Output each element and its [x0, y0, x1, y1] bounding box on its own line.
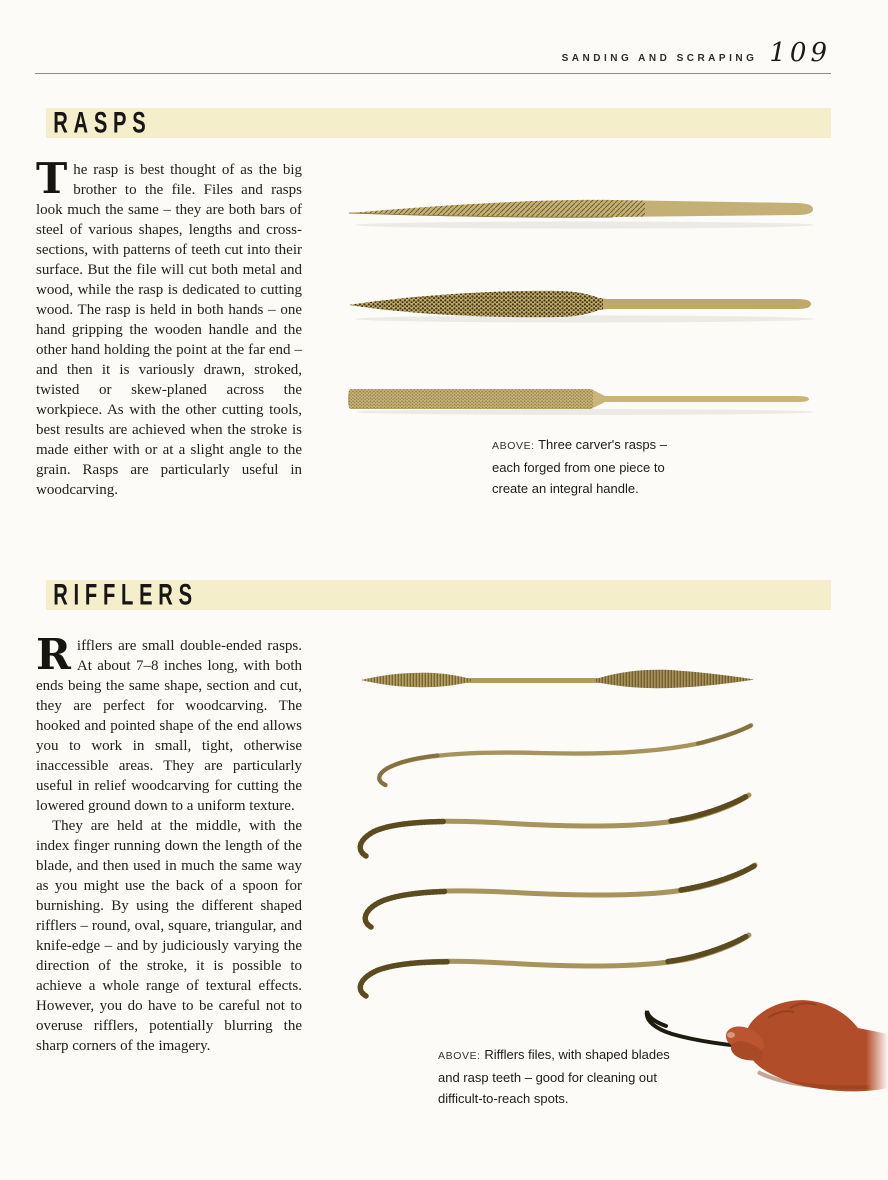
rasps-title-bar — [46, 108, 831, 138]
rasps-paragraph: he rasp is best thought of as the big brother to the file. Files and rasps look much the same – they are both bars of steel of various shapes, lengths and cross-sections, with patterns of teeth cut into their surface. But the file will cut both metal and wood, while the rasp is dedicated to cutting wood. The rasp is held in both hands – one hand gripping the wooden handle and the other hand holding the point at the far end – and then it is variously drawn, stroked, twisted or skew-planed across the workpiece. As with the other cutting tools, best results are achieved when the stroke is made either with or at a slight angle to the grain. Rasps are particularly useful in woodcarving. — [36, 162, 302, 498]
page-header — [562, 38, 831, 68]
rifflers-title-bar — [46, 580, 831, 610]
rasps-body-text — [36, 154, 302, 500]
rifflers-caption-label: ABOVE: — [438, 1050, 481, 1062]
curved-riffler-3-image — [358, 862, 760, 934]
page-number: 109 — [769, 38, 831, 68]
header-rule — [35, 73, 831, 74]
rifflers-caption-text: Rifflers files, with shaped blades and rasp teeth – good for cleaning out difficult-to-reach spots. — [438, 1047, 670, 1106]
rifflers-caption — [438, 1044, 686, 1109]
tapered-carvers-rasp-image — [345, 188, 831, 232]
rifflers-dropcap: R — [36, 630, 71, 679]
rifflers-title: RIFFLERS — [53, 578, 198, 611]
half-round-carvers-rasp-image — [345, 283, 831, 325]
flat-carvers-rasp-image — [345, 381, 831, 417]
rifflers-body-text — [36, 630, 302, 1056]
rasps-caption — [492, 434, 692, 499]
rasps-dropcap: T — [36, 154, 68, 203]
rasps-caption-label: ABOVE: — [492, 440, 535, 452]
rifflers-paragraph-2: They are held at the middle, with the index finger running down the length of the blade, and then used in much the same way as you might use the back of a spoon for burnishing. By using the different shaped rifflers – round, oval, square, triangular, and knife-edge – and by judiciously varying the direction of the stroke, it is possible to achieve a whole range of textural effects. However, you do have to be careful not to overuse rifflers, potentially blurring the sharp corners of the imagery. — [36, 818, 302, 1054]
running-head: SANDING AND SCRAPING — [561, 53, 758, 64]
curved-riffler-1-image — [370, 722, 756, 792]
rasps-title: RASPS — [53, 106, 152, 139]
curved-riffler-2-image — [352, 792, 754, 864]
double-ended-riffler-image — [358, 662, 758, 700]
rasps-caption-text: Three carver's rasps – each forged from one piece to create an integral handle. — [492, 437, 668, 496]
rifflers-paragraph-1: ifflers are small double-ended rasps. At about 7–8 inches long, with both ends being the same shape, section and cut, they are perfect for woodcarving. The hooked and pointed shape of the end allows you to work in small, tight, otherwise inaccessible areas. They are particularly useful in relief woodcarving for cutting the lowered ground down to a uniform texture. — [36, 638, 302, 814]
